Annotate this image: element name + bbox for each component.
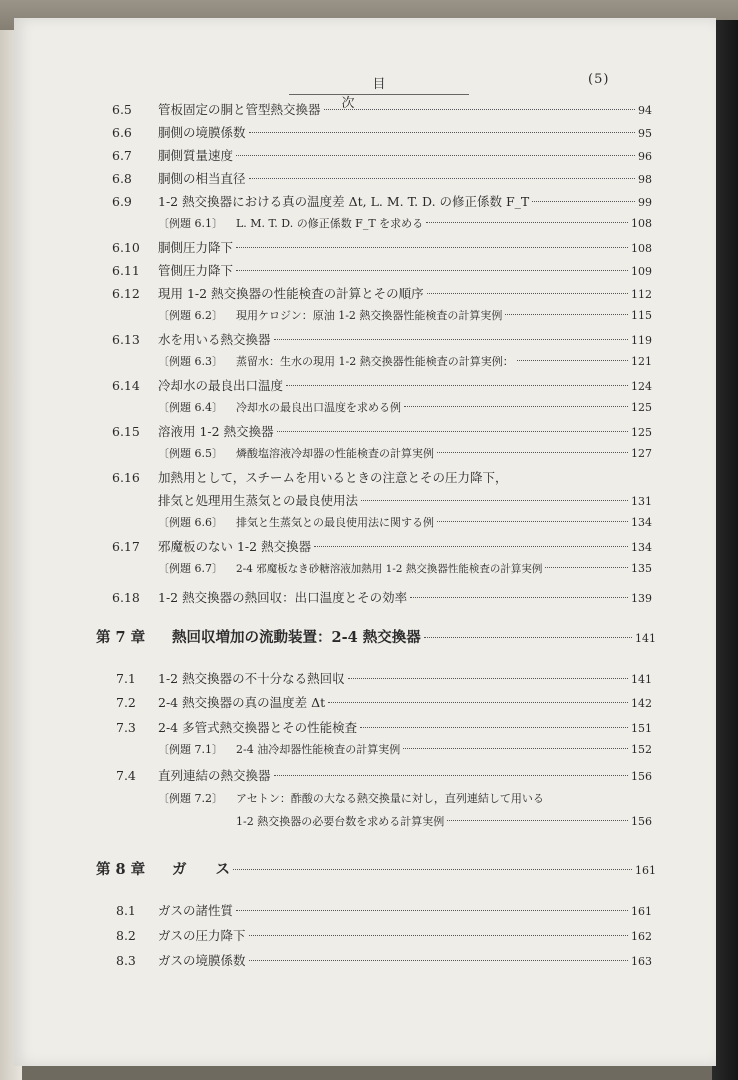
section-title: 胴側質量速度	[158, 148, 234, 163]
dot-leader	[505, 314, 628, 315]
section-title: 水を用いる熱交換器	[158, 332, 271, 347]
page-ref: 139	[631, 592, 652, 605]
page-ref: 99	[638, 196, 652, 209]
book-page	[14, 18, 716, 1066]
page-ref: 98	[638, 173, 652, 186]
page-ref: 162	[631, 930, 652, 943]
page-ref: 161	[635, 864, 656, 877]
page-ref: 125	[631, 426, 652, 439]
toc-entry	[112, 238, 652, 258]
section-title: ガスの境膜係数	[158, 953, 246, 968]
dot-leader	[249, 132, 635, 133]
example-entry	[158, 560, 652, 580]
dot-leader	[236, 910, 628, 911]
toc-entry	[112, 169, 652, 189]
page-ref: 124	[631, 380, 652, 393]
dot-leader	[532, 201, 635, 202]
section-title: 邪魔板のない 1-2 熱交換器	[158, 539, 312, 554]
dot-leader	[404, 406, 628, 407]
dot-leader	[277, 431, 628, 432]
section-title: 溶液用 1-2 熱交換器	[158, 424, 274, 439]
section-title: ガスの圧力降下	[158, 928, 246, 943]
dot-leader	[249, 178, 635, 179]
example-title: 1-2 熱交換器の必要台数を求める計算実例	[236, 815, 445, 828]
example-entry	[158, 399, 652, 419]
page-ref: 134	[631, 541, 652, 554]
toc-entry	[112, 192, 652, 212]
example-number: 〔例題 6.6〕	[158, 516, 223, 529]
dot-leader	[324, 109, 635, 110]
section-number: 6.18	[112, 590, 140, 605]
dot-leader	[249, 960, 628, 961]
page-ref: 96	[638, 150, 652, 163]
section-title: 胴側の相当直径	[158, 171, 246, 186]
page-ref: 156	[631, 770, 652, 783]
toc-entry	[116, 951, 652, 971]
dot-leader	[424, 637, 632, 638]
section-title: 2-4 熱交換器の真の温度差 Δt	[158, 695, 326, 710]
dot-leader	[236, 247, 628, 248]
dot-leader	[437, 521, 628, 522]
example-number: 〔例題 6.1〕	[158, 217, 223, 230]
section-number: 6.12	[112, 286, 140, 301]
dot-leader	[517, 360, 628, 361]
section-title: 胴側圧力降下	[158, 240, 234, 255]
section-title: ガスの諸性質	[158, 903, 234, 918]
toc-entry	[112, 468, 652, 488]
dot-leader	[545, 567, 628, 568]
toc-entry	[116, 901, 652, 921]
page-ref: 142	[631, 697, 652, 710]
dot-leader	[249, 935, 628, 936]
section-title: 加熱用として，スチームを用いるときの注意とその圧力降下，	[158, 470, 508, 485]
example-number: 〔例題 6.5〕	[158, 447, 223, 460]
toc-entry	[112, 123, 652, 143]
toc-entry	[112, 100, 652, 120]
toc-entry	[112, 376, 652, 396]
page-ref: 141	[631, 673, 652, 686]
example-title: 現用ケロジン：原油 1-2 熱交換器性能検査の計算実例	[236, 309, 503, 322]
example-title: アセトン：酢酸の大なる熱交換量に対し，直列連結して用いる	[236, 792, 544, 805]
toc-entry	[116, 669, 652, 689]
toc-entry	[112, 261, 652, 281]
section-number: 6.17	[112, 539, 140, 554]
toc-entry	[116, 718, 652, 738]
dot-leader	[236, 155, 635, 156]
example-entry	[158, 514, 652, 534]
toc-entry	[112, 537, 652, 557]
dot-leader	[447, 820, 628, 821]
section-number: 6.8	[112, 171, 132, 186]
example-title: 蒸留水：生水の現用 1-2 熱交換器性能検査の計算実例：	[236, 355, 514, 368]
page-ref: 134	[631, 516, 652, 529]
dot-leader	[274, 775, 628, 776]
chapter-heading	[96, 858, 656, 878]
dot-leader	[328, 702, 628, 703]
section-number: 6.6	[112, 125, 132, 140]
page-ref: 95	[638, 127, 652, 140]
section-title: 管側圧力降下	[158, 263, 234, 278]
dot-leader	[426, 222, 628, 223]
example-entry	[158, 307, 652, 327]
chapter-number: 第 7 章	[96, 629, 146, 646]
section-number: 6.15	[112, 424, 140, 439]
example-entry	[158, 445, 652, 465]
section-number: 6.7	[112, 148, 132, 163]
section-title: 2-4 多管式熱交換器とその性能検査	[158, 720, 358, 735]
chapter-title: ガ ス	[172, 861, 230, 878]
section-number: 6.14	[112, 378, 140, 393]
section-number: 6.9	[112, 194, 132, 209]
page-ref: 156	[631, 815, 652, 828]
page-number: (5)	[588, 72, 610, 87]
toc-entry	[112, 146, 652, 166]
example-number: 〔例題 6.2〕	[158, 309, 223, 322]
toc-entry-continuation	[158, 491, 652, 511]
section-number: 8.1	[116, 903, 136, 918]
section-number: 6.11	[112, 263, 140, 278]
section-title: 現用 1-2 熱交換器の性能検査の計算とその順序	[158, 286, 424, 301]
dot-leader	[410, 597, 628, 598]
dot-leader	[360, 727, 628, 728]
example-title: 排気と生蒸気との最良使用法に関する例	[236, 516, 434, 529]
page-ref: 112	[631, 288, 652, 301]
example-title: L. M. T. D. の修正係数 F_T を求める	[236, 217, 424, 230]
section-title: 直列連結の熱交換器	[158, 768, 271, 783]
example-entry	[158, 741, 652, 761]
example-number: 〔例題 6.3〕	[158, 355, 223, 368]
example-title: 2-4 油冷却器性能検査の計算実例	[236, 743, 401, 756]
section-number: 6.16	[112, 470, 140, 485]
page-ref: 151	[631, 722, 652, 735]
page-ref: 131	[631, 495, 652, 508]
dot-leader	[437, 452, 628, 453]
header-title: 目次	[341, 77, 448, 111]
section-number: 7.4	[116, 768, 136, 783]
example-entry	[158, 215, 652, 235]
section-title: 1-2 熱交換器の不十分なる熱回収	[158, 671, 345, 686]
chapter-title: 熱回収増加の流動装置：2-4 熱交換器	[172, 629, 421, 646]
page-ref: 161	[631, 905, 652, 918]
page-ref: 127	[631, 447, 652, 460]
dot-leader	[286, 385, 628, 386]
dot-leader	[233, 869, 632, 870]
page-ref: 152	[631, 743, 652, 756]
page-ref: 108	[631, 217, 652, 230]
section-title: 1-2 熱交換器の熱回収：出口温度とその効率	[158, 590, 408, 605]
page-ref: 125	[631, 401, 652, 414]
section-number: 7.1	[116, 671, 136, 686]
section-number: 7.3	[116, 720, 136, 735]
section-number: 6.10	[112, 240, 140, 255]
page-ref: 121	[631, 355, 652, 368]
page-ref: 109	[631, 265, 652, 278]
section-title: 管板固定の胴と管型熱交換器	[158, 102, 321, 117]
toc-entry	[116, 693, 652, 713]
example-entry	[158, 790, 652, 810]
toc-entry	[116, 926, 652, 946]
example-title: 冷却水の最良出口温度を求める例	[236, 401, 401, 414]
toc-entry	[112, 284, 652, 304]
section-title: 1-2 熱交換器における真の温度差 Δt, L. M. T. D. の修正係数 F_T	[158, 194, 530, 209]
dot-leader	[274, 339, 628, 340]
page-ref: 163	[631, 955, 652, 968]
example-number: 〔例題 7.1〕	[158, 743, 223, 756]
section-number: 8.2	[116, 928, 136, 943]
section-number: 7.2	[116, 695, 136, 710]
dot-leader	[361, 500, 628, 501]
toc-entry	[112, 330, 652, 350]
dot-leader	[236, 270, 628, 271]
page-ref: 94	[638, 104, 652, 117]
page-ref: 108	[631, 242, 652, 255]
dot-leader	[314, 546, 628, 547]
running-header	[289, 70, 469, 111]
example-number: 〔例題 6.7〕	[158, 562, 223, 575]
section-number: 6.5	[112, 102, 132, 117]
dot-leader	[403, 748, 628, 749]
example-title: 2-4 邪魔板なき砂糖溶液加熱用 1-2 熱交換器性能検査の計算実例	[236, 563, 543, 575]
toc-entry	[112, 422, 652, 442]
section-title: 胴側の境膜係数	[158, 125, 246, 140]
page-ref: 135	[631, 562, 652, 575]
section-number: 8.3	[116, 953, 136, 968]
example-number: 〔例題 6.4〕	[158, 401, 223, 414]
chapter-heading	[96, 626, 656, 646]
page-ref: 119	[631, 334, 652, 347]
page-ref: 115	[631, 309, 652, 322]
chapter-number: 第 8 章	[96, 861, 146, 878]
dot-leader	[427, 293, 628, 294]
page-ref: 141	[635, 632, 656, 645]
example-entry-continuation	[236, 813, 652, 833]
example-number: 〔例題 7.2〕	[158, 792, 223, 805]
section-title: 排気と処理用生蒸気との最良使用法	[158, 493, 359, 508]
toc-entry	[112, 588, 652, 608]
toc-entry	[116, 766, 652, 786]
dot-leader	[348, 678, 628, 679]
example-entry	[158, 353, 652, 373]
example-title: 燐酸塩溶液冷却器の性能検査の計算実例	[236, 447, 434, 460]
section-number: 6.13	[112, 332, 140, 347]
section-title: 冷却水の最良出口温度	[158, 378, 284, 393]
